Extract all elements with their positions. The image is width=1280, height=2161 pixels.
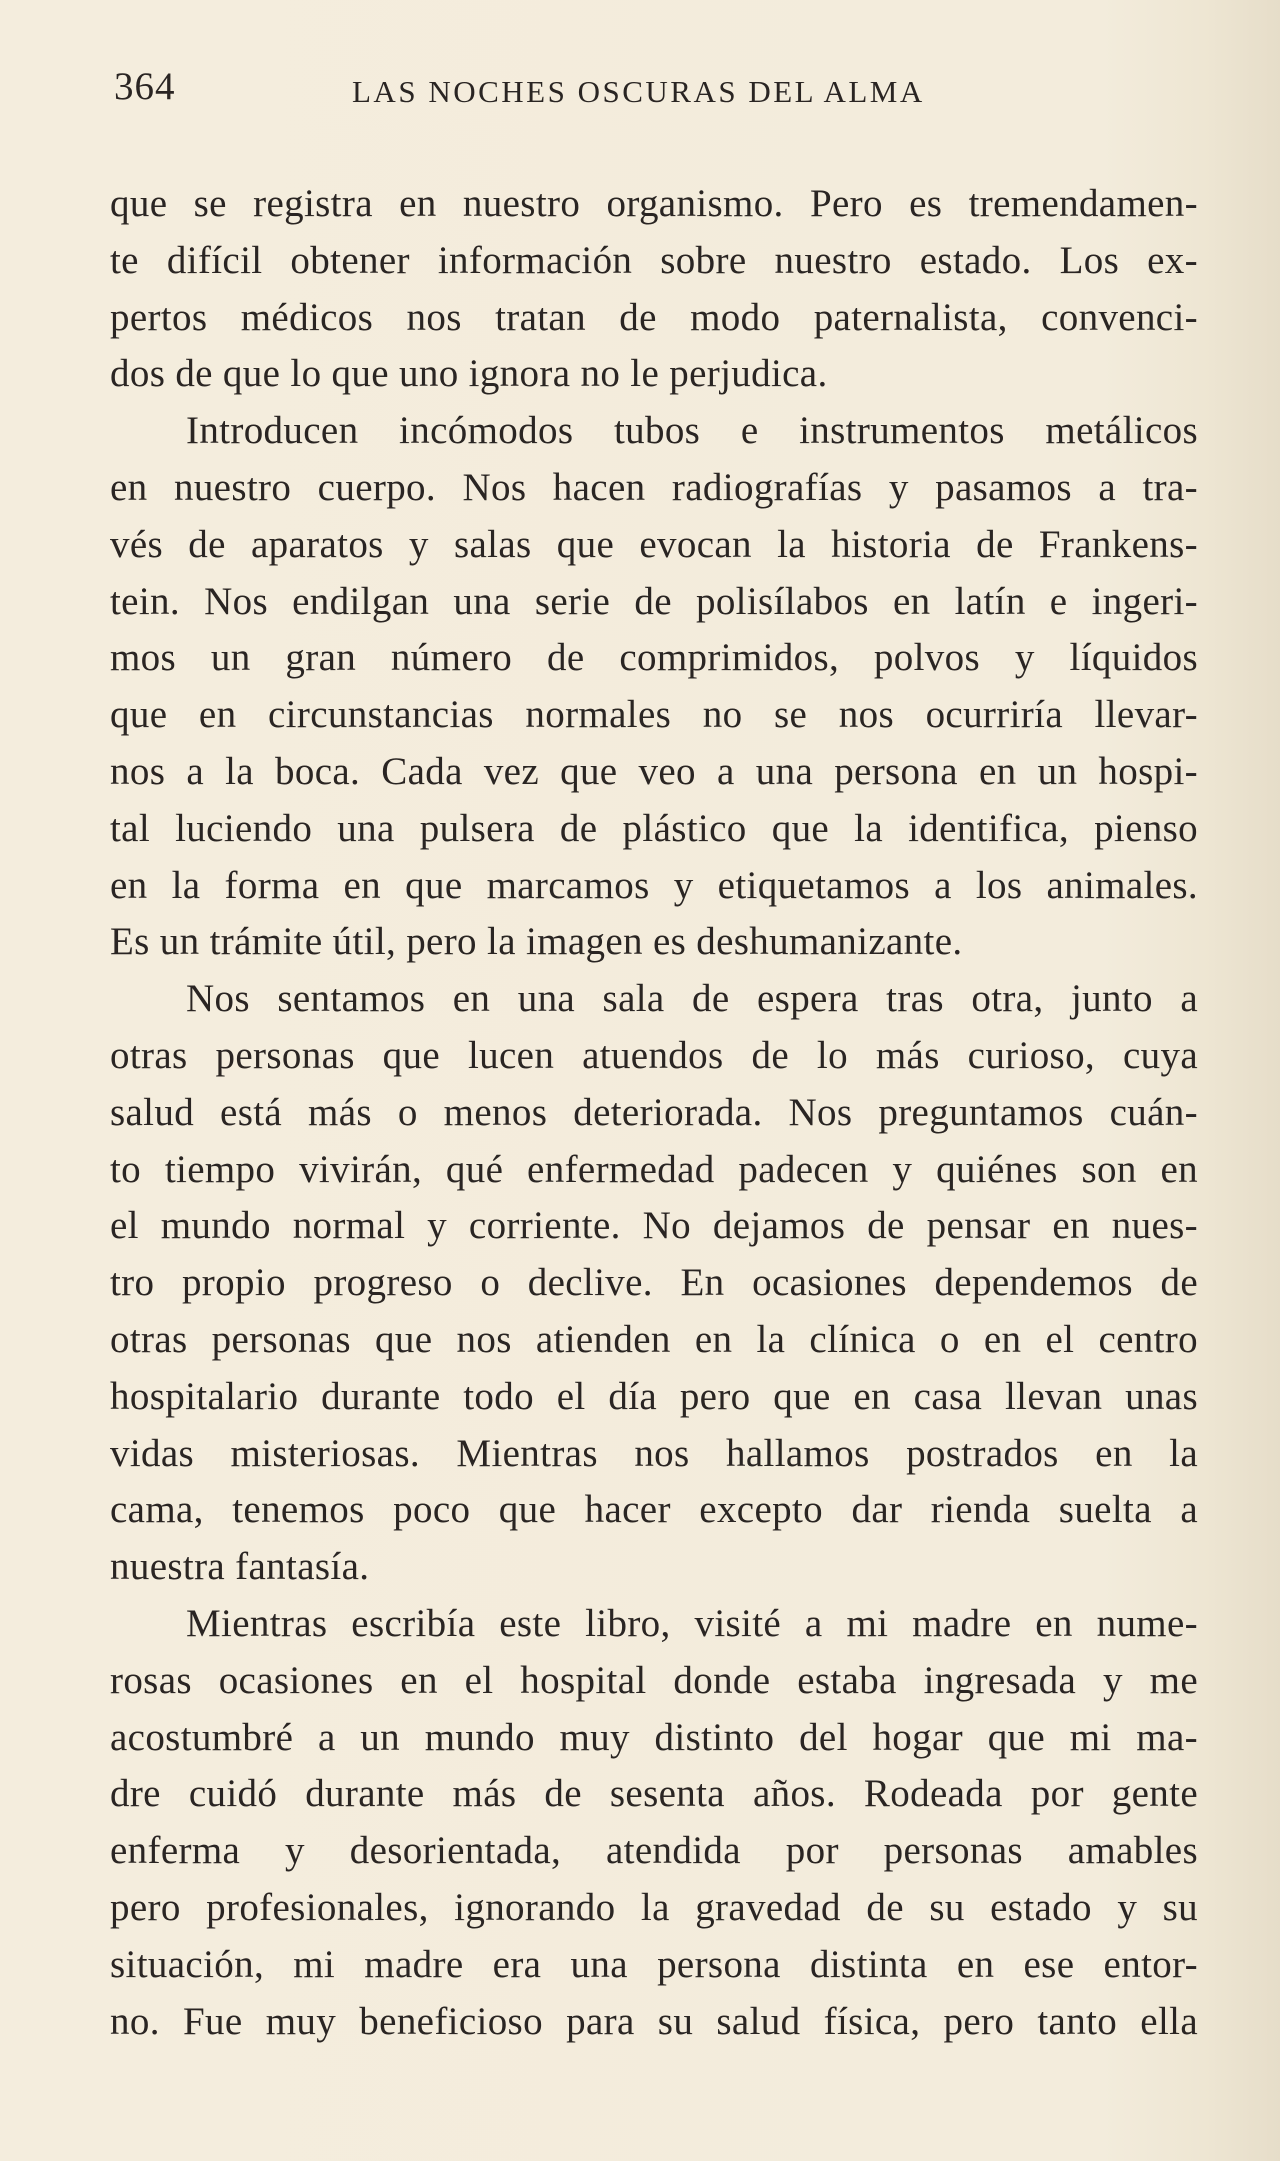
text-line: otras personas que lucen atuendos de lo más curioso, cuya xyxy=(110,1033,1198,1077)
text-line: que se registra en nuestro organismo. Pero es tremendamen- xyxy=(110,182,1198,225)
text-line: no. Fue muy beneficioso para su salud física, pero tanto ella xyxy=(110,1999,1198,2043)
text-line: cama, tenemos poco que hacer excepto dar rienda suelta a xyxy=(110,1488,1198,1532)
text-line: mos un gran número de comprimidos, polvos y líquidos xyxy=(110,636,1198,680)
text-line: que en circunstancias normales no se nos ocurriría llevar- xyxy=(110,693,1198,737)
text-line: tro propio progreso o declive. En ocasiones dependemos de xyxy=(110,1261,1198,1305)
text-line: vés de aparatos y salas que evocan la historia de Frankens- xyxy=(110,522,1198,566)
text-line: dre cuidó durante más de sesenta años. Rodeada por gente xyxy=(110,1772,1198,1816)
text-line: Es un trámite útil, pero la imagen es deshumanizante. xyxy=(110,920,963,964)
text-line: pero profesionales, ignorando la gravedad de su estado y su xyxy=(110,1885,1198,1929)
text-line: situación, mi madre era una persona distinta en ese entor- xyxy=(110,1942,1198,1986)
text-line: otras personas que nos atienden en la clínica o en el centro xyxy=(110,1317,1198,1361)
text-line: acostumbré a un mundo muy distinto del hogar que mi ma- xyxy=(110,1715,1198,1759)
text-line: Mientras escribía este libro, visité a mi madre en nume- xyxy=(186,1601,1198,1645)
body-text xyxy=(110,176,1198,2050)
text-line: to tiempo vivirán, qué enfermedad padecen y quiénes son en xyxy=(110,1147,1198,1191)
text-line: dos de que lo que uno ignora no le perjudica. xyxy=(110,352,828,396)
text-line: tal luciendo una pulsera de plástico que la identifica, pienso xyxy=(110,806,1198,850)
text-line: Nos sentamos en una sala de espera tras otra, junto a xyxy=(186,977,1198,1021)
text-line: te difícil obtener información sobre nuestro estado. Los ex- xyxy=(110,238,1198,282)
text-line: salud está más o menos deteriorada. Nos preguntamos cuán- xyxy=(110,1090,1198,1134)
running-title: LAS NOCHES OSCURAS DEL ALMA xyxy=(352,74,925,109)
page-number: 364 xyxy=(114,65,176,108)
text-line: enferma y desorientada, atendida por personas amables xyxy=(110,1829,1198,1873)
text-line: rosas ocasiones en el hospital donde estaba ingresada y me xyxy=(110,1658,1198,1702)
text-line: nuestra fantasía. xyxy=(110,1545,370,1589)
page-header xyxy=(114,64,1174,124)
text-line: hospitalario durante todo el día pero que en casa llevan unas xyxy=(110,1374,1198,1418)
text-line: nos a la boca. Cada vez que veo a una persona en un hospi- xyxy=(110,749,1198,793)
text-line: pertos médicos nos tratan de modo paternalista, convenci- xyxy=(110,295,1198,339)
text-line: vidas misteriosas. Mientras nos hallamos postrados en la xyxy=(110,1431,1198,1475)
text-line: en nuestro cuerpo. Nos hacen radiografías y pasamos a tra- xyxy=(110,465,1198,509)
text-line: tein. Nos endilgan una serie de polisílabos en latín e ingeri- xyxy=(110,579,1198,623)
text-line: el mundo normal y corriente. No dejamos de pensar en nues- xyxy=(110,1204,1198,1248)
text-line: en la forma en que marcamos y etiquetamos a los animales. xyxy=(110,863,1198,907)
text-line: Introducen incómodos tubos e instrumentos metálicos xyxy=(186,409,1198,453)
